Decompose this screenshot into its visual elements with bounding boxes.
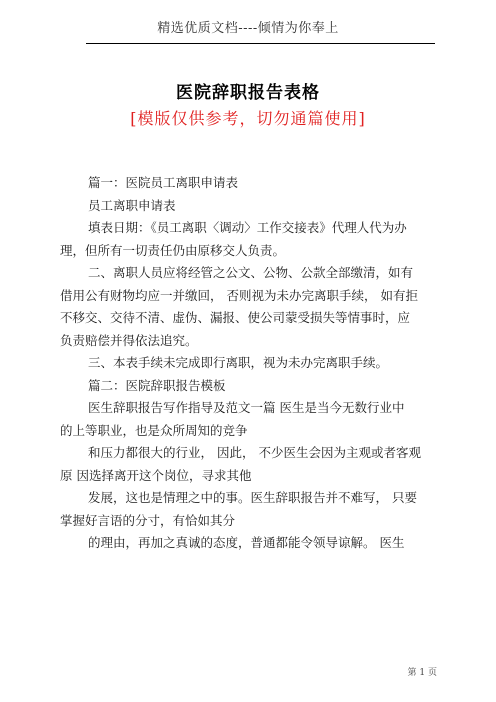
body-line: 员工离职申请表 — [88, 197, 176, 213]
body-line: 的上等职业，也是众所周知的竞争 — [60, 422, 248, 438]
header-divider — [86, 43, 435, 44]
body-line: 二、离职人员应将经管之公文、公物、公款全部缴清，如有 — [88, 265, 414, 280]
document-subtitle: [模版仅供参考，切勿通篇使用] — [130, 109, 366, 128]
document-body — [60, 172, 438, 555]
body-line: 发展，这也是情理之中的事。医生辞职报告并不难写， 只要 — [88, 490, 417, 505]
body-line: 和压力都很大的行业， 因此， 不少医生会因为主观或者客观 — [88, 445, 421, 460]
page-number: 第 1 页 — [407, 668, 437, 678]
body-line: 原 因选择离开这个岗位，寻求其他 — [60, 467, 252, 483]
body-line: 理，但所有一切责任仍由原移交人负责。 — [60, 242, 286, 258]
body-line: 填表日期：《员工离职〈调动〉工作交接表》代理人代为办 — [88, 220, 407, 235]
body-line: 三、本表手续未完成即行离职，视为未办完离职手续。 — [88, 355, 389, 370]
running-header: 精选优质文档----倾情为你奉上 — [157, 21, 339, 36]
body-line: 的理由，再加之真诚的态度，普通都能令领导谅解。 医生 — [88, 535, 405, 550]
body-line: 负责赔偿并得依法追究。 — [60, 332, 198, 348]
body-line: 借用公有财物均应一并缴回， 否则视为未办完离职手续， 如有拒 — [60, 287, 418, 303]
body-line: 篇二：医院辞职报告模板 — [88, 377, 226, 393]
body-line: 掌握好言语的分寸，有恰如其分 — [60, 512, 236, 528]
body-line: 篇一：医院员工离职申请表 — [88, 175, 239, 190]
body-line: 医生辞职报告写作指导及范文一篇 医生是当今无数行业中 — [88, 400, 405, 415]
document-title: 医院辞职报告表格 — [176, 83, 320, 103]
body-line: 不移交、交待不清、虚伪、漏报、使公司蒙受损失等情事时，应 — [60, 310, 411, 325]
